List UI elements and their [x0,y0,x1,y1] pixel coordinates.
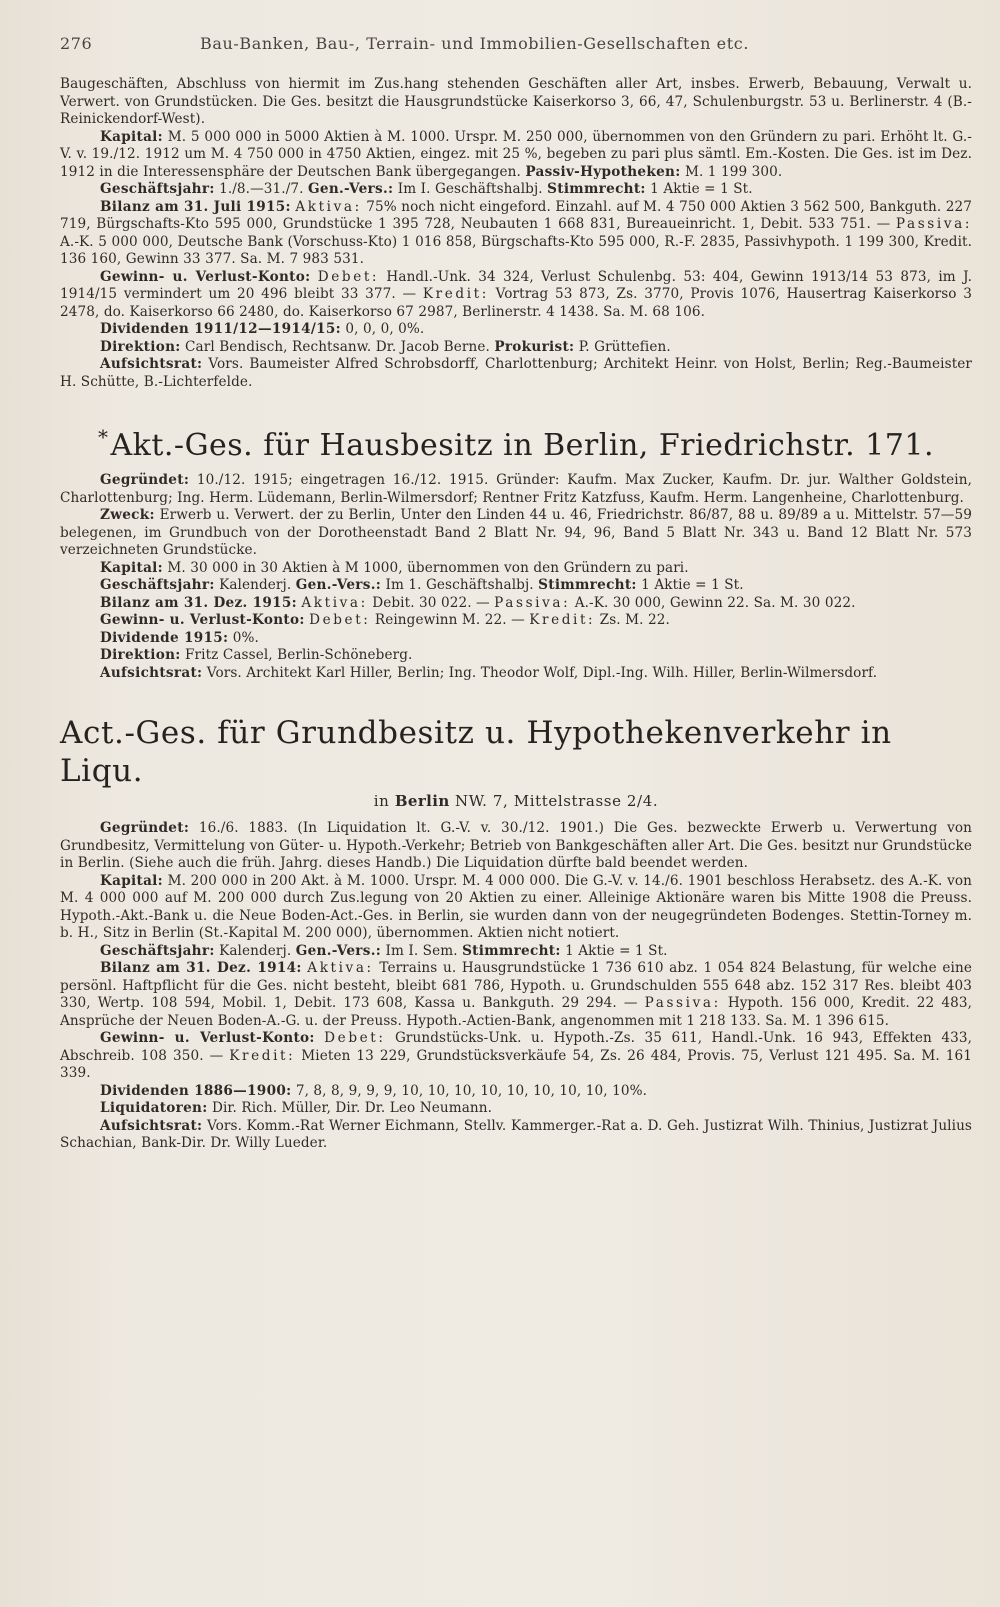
st-text: 1 Aktie = 1 St. [641,577,744,593]
gj-text: Kalenderj. [219,577,292,593]
passiva-word: Passiva: [644,995,721,1011]
gj-label: Geschäftsjahr: [100,181,215,197]
entry0-intro: Baugeschäften, Abschluss von hiermit im Zus.hang stehenden Geschäften aller Art, insbes. Erwerb, Bebauung, Verwalt u. Verwert. von Grundstücken. Die Ges. besitzt die Hausgrundstücke Kaiserkorso 3, 66, 47, Schulenburgstr. 53 u. Berlinerstr. 4 (B.-Reinickendorf-West). [60,76,972,127]
kapital-label: Kapital: [100,128,163,145]
entry2-div [60,1083,972,1101]
auf-text: Vors. Komm.-Rat Werner Eichmann, Stellv. Kammerger.-Rat a. D. Geh. Justizrat Wilh. Thinius, Justizrat Julius Schachian, Bank-Dir. Dr. Willy Lueder. [60,1117,973,1151]
entry2-meta [60,943,972,961]
bilanz-label: Bilanz am 31. Dez. 1915: [100,594,297,611]
gv-label: Gen.-Vers.: [295,577,382,593]
bilanz-label: Bilanz am 31. Juli 1915: [100,198,291,215]
entry1-heading [60,417,972,466]
gj-text: 1./8.—31./7. [219,181,304,197]
address-city: Berlin [394,792,450,810]
dir-label: Direktion: [100,338,181,355]
bilanz-aktiva: Debit. 30 022. — [372,594,490,611]
st-text: 1 Aktie = 1 St. [650,181,753,197]
guv-kredit: Zs. M. 22. [599,612,670,628]
passiva-word: Passiva: [494,594,571,611]
div-text: 0%. [232,629,259,646]
entry1-auf [60,665,972,683]
entry2-auf [60,1118,972,1153]
gj-label: Geschäftsjahr: [100,942,215,959]
aktiva-word: Aktiva: [301,594,368,611]
auf-label: Aufsichtsrat: [100,1117,203,1134]
div-text: 0, 0, 0, 0%. [345,321,425,337]
prok-text: P. Grüttefien. [578,338,671,355]
entry0-kapital [60,129,972,182]
entry2-heading: Act.-Ges. für Grundbesitz u. Hypothekenverkehr in Liqu. [60,715,892,789]
gv-label: Gen.-Vers.: [307,181,394,197]
entry-hausbesitz [60,417,972,682]
guv-kredit: Mieten 13 229, Grundstücksverkäufe 54, Zs. 26 484, Provis. 75, Verlust 121 495. Sa. M. 161 339. [60,1047,973,1081]
auf-label: Aufsichtsrat: [100,664,203,681]
page-number: 276 [60,34,93,53]
bilanz-passiva: A.-K. 5 000 000, Deutsche Bank (Vorschuss-Kto) 1 016 858, Bürgschafts-Kto 595 000, R.-F. 2835, Passivhypoth. 1 199 300, Kredit. 136 160, Gewinn 33 377. Sa. M. 7 983 531. [60,233,972,267]
div-label: Dividende 1915: [100,629,229,646]
guv-kredit: Vortrag 53 873, Zs. 3770, Provis 1076, Hausertrag Kaiserkorso 3 2478, do. Kaiserkorso 66 2480, do. Kaiserkorso 67 2987, Berlinerstr. 4 1438. Sa. M. 68 106. [60,286,972,320]
entry2-address [60,790,972,812]
entry0-bilanz [60,199,972,269]
entry1-meta [60,577,972,595]
kredit-word: Kredit: [529,612,596,628]
dir-text: Carl Bendisch, Rechtsanw. Dr. Jacob Berne. [185,338,490,355]
entry1-kapital [60,560,972,578]
aktiva-word: Aktiva: [307,960,374,976]
debet-word: Debet: [309,612,371,628]
div-label: Dividenden 1911/12—1914/15: [100,321,341,337]
entry-grundbesitz [60,714,972,1153]
zweck-label: Zweck: [100,507,155,523]
kapital-label: Kapital: [100,872,163,889]
auf-label: Aufsichtsrat: [100,356,203,372]
entry0-dir [60,339,972,357]
zweck-text: Erwerb u. Verwert. der zu Berlin, Unter den Linden 44 u. 46, Friedrichstr. 86/87, 88 u. 89/89 a u. Mittelstr. 57—59 belegenen, im Grundbuch von der Dorotheenstadt Band 2 Blatt Nr. 94, 96, Band 5 Blatt Nr. 343 u. Band 12 Blatt Nr. 573 verzeichneten Grundstücke. [60,507,972,558]
gv-text: Im I. Sem. [385,942,458,959]
st-label: Stimmrecht: [547,181,646,197]
debet-word: Debet: [324,1030,386,1046]
kredit-word: Kredit: [229,1047,296,1064]
entry1-gegr [60,472,972,507]
div-label: Dividenden 1886—1900: [100,1082,292,1099]
entry2-kapital [60,873,972,943]
dir-label: Direktion: [100,647,181,663]
entry1-dir [60,647,972,665]
guv-debet: Grundstücks-Unk. u. Hypoth.-Zs. 35 611, Handl.-Unk. 16 943, Effekten 433, Abschreib. 108 350. — [60,1030,973,1064]
address-street: NW. 7, Mittelstrasse 2/4. [455,792,659,810]
bilanz-passiva: Hypoth. 156 000, Kredit. 22 483, Ansprüche der Neuen Boden-A.-G. u. der Preuss. Hypoth.-Actien-Bank, angenommen mit 1 218 133. Sa. M. 1 396 615. [60,995,973,1029]
gv-text: Im I. Geschäftshalbj. [397,181,543,197]
gv-label: Gen.-Vers.: [295,942,382,959]
entry0-meta [60,181,972,199]
footnote-star: * [98,425,109,449]
page-header-title: Bau-Banken, Bau-, Terrain- und Immobilien-Gesellschaften etc. [200,34,750,53]
entry0-auf [60,356,972,391]
prok-label: Prokurist: [494,338,575,355]
guv-label: Gewinn- u. Verlust-Konto: [100,1030,315,1046]
auf-text: Vors. Baumeister Alfred Schrobsdorff, Charlottenburg; Architekt Heinr. von Holst, Berlin; Reg.-Baumeister H. Schütte, B.-Lichterfelde. [60,356,973,390]
gegr-label: Gegründet: [100,472,190,488]
kredit-word: Kredit: [422,286,489,302]
aktiva-word: Aktiva: [295,198,362,215]
entry1-guv [60,612,972,630]
gj-label: Geschäftsjahr: [100,577,215,593]
bilanz-passiva: A.-K. 30 000, Gewinn 22. Sa. M. 30 022. [574,594,856,611]
guv-debet: Handl.-Unk. 34 324, Verlust Schulenbg. 53: 404, Gewinn 1913/14 53 873, im J. 1914/15 vermindert um 20 496 bleibt 33 377. — [60,268,972,302]
guv-label: Gewinn- u. Verlust-Konto: [100,612,305,628]
liq-label: Liquidatoren: [100,1100,208,1116]
entry2-liq [60,1100,972,1118]
bilanz-label: Bilanz am 31. Dez. 1914: [100,960,302,976]
entry2-gegr [60,820,972,873]
entry0-guv [60,269,972,322]
debet-word: Debet: [317,268,380,285]
entry0-div [60,321,972,339]
gj-text: Kalenderj. [219,942,292,959]
entry2-guv [60,1030,972,1083]
st-text: 1 Aktie = 1 St. [565,942,668,959]
auf-text: Vors. Architekt Karl Hiller, Berlin; Ing. Theodor Wolf, Dipl.-Ing. Wilh. Hiller, Berlin-Wilmersdorf. [206,664,878,681]
gegr-text: 10./12. 1915; eingetragen 16./12. 1915. Gründer: Kaufm. Max Zucker, Kaufm. Dr. jur. Walther Goldstein, Charlottenburg; Ing. Herm. Lüdemann, Berlin-Wilmersdorf; Rentner Fritz Katzfuss, Kaufm. Herm. Langenheine, Charlottenburg. [60,472,973,506]
entry1-zweck [60,507,972,560]
entry1-bilanz [60,595,972,613]
guv-label: Gewinn- u. Verlust-Konto: [100,268,311,285]
entry1-heading-text: Akt.-Ges. für Hausbesitz in Berlin, Friedrichstr. 171. [110,428,934,463]
dir-text: Fritz Cassel, Berlin-Schöneberg. [185,647,413,663]
passiv-text: M. 1 199 300. [684,163,783,180]
liq-text: Dir. Rich. Müller, Dir. Dr. Leo Neumann. [211,1100,493,1116]
entry1-div [60,630,972,648]
gv-text: Im 1. Geschäftshalbj. [385,577,534,593]
st-label: Stimmrecht: [538,577,637,593]
st-label: Stimmrecht: [462,942,561,959]
entry2-bilanz [60,960,972,1030]
bilanz-aktiva: 75% noch nicht eingeford. Einzahl. auf M. 4 750 000 Aktien 3 562 500, Bankguth. 227 719, Bürgschafts-Kto 595 000, Grundstücke 1 395 728, Neubauten 1 668 831, Bureaueinricht. 1, Debit. 533 751. — [60,198,972,232]
kapital-text: M. 200 000 in 200 Akt. à M. 1000. Urspr. M. 4 000 000. Die G.-V. v. 14./6. 1901 beschloss Herabsetz. des A.-K. von M. 4 000 000 auf M. 200 000 durch Zus.legung von 20 Aktien zu einer. Alleinige Aktionäre waren bis Mitte 1908 die Preuss. Hypoth.-Akt.-Bank u. die Neue Boden-Act.-Ges. in Berlin, sie wurden dann von der neugegründeten Bodenges. Stettin-Torney m. b. H., Sitz in Berlin (St.-Kapital M. 200 000), übernommen. Aktien nicht notiert. [60,872,973,941]
kapital-text: M. 30 000 in 30 Aktien à M 1000, übernommen von den Gründern zu pari. [167,559,689,576]
address-in: in [373,792,390,810]
passiv-label: Passiv-Hypotheken: [525,163,681,180]
div-text: 7, 8, 8, 9, 9, 9, 10, 10, 10, 10, 10, 10, 10, 10, 10%. [295,1082,648,1099]
guv-debet: Reingewinn M. 22. — [374,612,525,628]
running-head [60,34,972,72]
passiva-word: Passiva: [895,216,972,232]
bilanz-aktiva: Terrains u. Hausgrundstücke 1 736 610 abz. 1 054 824 Belastung, für welche eine persönl. Haftpflicht für die Ges. nicht besteht, bleibt 681 786, Hypoth. u. Grundschulden 555 648 abz. 152 317 Res. bleibt 403 330, Wertp. 108 594, Mobil. 1, Debit. 173 608, Kassa u. Bankguth. 29 294. — [60,960,973,1011]
kapital-label: Kapital: [100,559,163,576]
gegr-label: Gegründet: [100,820,190,836]
gegr-text: 16./6. 1883. (In Liquidation lt. G.-V. v. 30./12. 1901.) Die Ges. bezweckte Erwerb u. Verwertung von Grundbesitz, Vermittelung von Güter- u. Hypoth.-Verkehr; Betrieb von Bankgeschäften aller Art. Die Ges. besitzt nur Grundstücke in Berlin. (Siehe auch die früh. Jahrg. dieses Handb.) Die Liquidation dürfte bald beendet werden. [60,820,973,871]
kapital-text: M. 5 000 000 in 5000 Aktien à M. 1000. Urspr. M. 250 000, übernommen von den Gründern zu pari. Erhöht lt. G.-V. v. 19./12. 1912 um M. 4 750 000 in 4750 Aktien, eingez. mit 25 %, begeben zu pari plus sämtl. Em.-Kosten. Die Ges. ist im Dez. 1912 in die Interessensphäre der Deutschen Bank übergegangen. [60,128,973,180]
entry-continued [60,76,972,391]
